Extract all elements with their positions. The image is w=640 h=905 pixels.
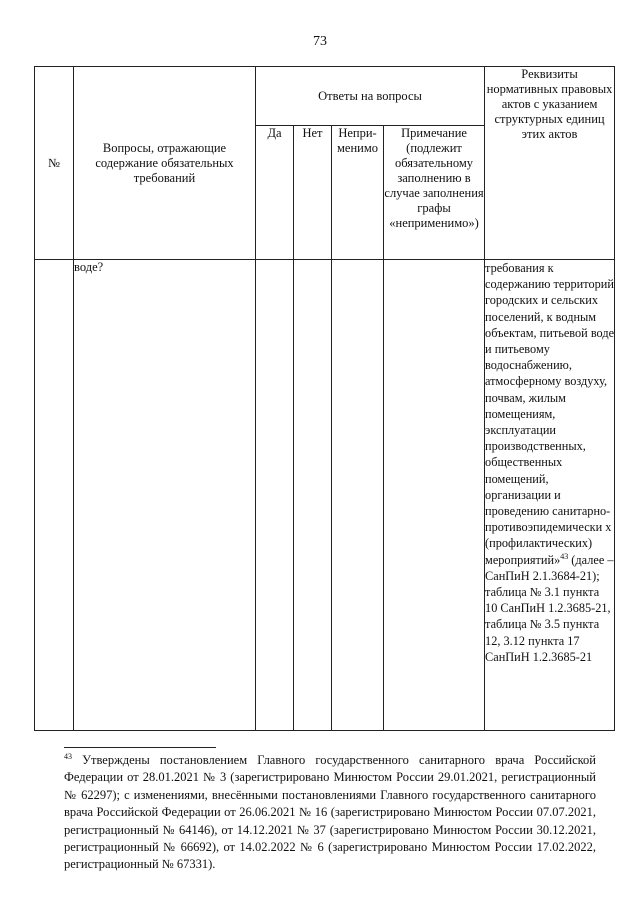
footnote — [64, 752, 596, 874]
cell-no[interactable] — [294, 260, 332, 731]
header-number: № — [35, 67, 74, 260]
cell-question: воде? — [74, 260, 256, 731]
header-yes: Да — [256, 126, 294, 260]
footnote-marker: 43 — [64, 751, 72, 761]
table-row — [35, 260, 615, 731]
header-row-top — [35, 67, 615, 126]
cell-requisites — [485, 260, 615, 731]
header-questions: Вопросы, отражающие содержание обязательных требований — [74, 67, 256, 260]
cell-number — [35, 260, 74, 731]
footnote-separator — [64, 747, 216, 748]
cell-note[interactable] — [384, 260, 485, 731]
requisites-text-after: (далее – СанПиН 2.1.3684-21); таблица № 3.1 пункта 10 СанПиН 1.2.3685-21, таблица № 3.5 пункта 12, 3.12 пункта 17 СанПиН 1.2.3685-21 — [485, 552, 614, 664]
header-requisites: Реквизиты нормативных правовых актов с указанием структурных единиц этих актов — [485, 67, 615, 260]
cell-yes[interactable] — [256, 260, 294, 731]
footnote-text: Утверждены постановлением Главного государственного санитарного врача Российской Федерации от 28.01.2021 № 3 (зарегистрировано Минюстом России 29.01.2021, регистрационный № 62297); с изменениями, внесёнными постановлениями Главного государственного санитарного врача Российской Федерации от 26.06.2021 № 16 (зарегистрировано Минюстом России 07.07.2021, регистрационный № 64146), от 14.12.2021 № 37 (зарегистрировано Минюстом России 30.12.2021, регистрационный № 66692), от 14.02.2022 № 6 (зарегистрировано Минюстом России 17.02.2022, регистрационный № 67331). — [64, 753, 596, 872]
requisites-text-before: требования к содержанию территорий городских и сельских поселений, к водным объектам, питьевой воде и питьевому водоснабжению, атмосферному воздуху, почвам, жилым помещениям, эксплуатации производственных, общественных помещений, организации и проведению санитарно-противоэпидемически х (профилактических) мероприятий» — [485, 261, 615, 567]
header-not-applicable: Непри-менимо — [332, 126, 384, 260]
footnote-ref: 43 — [560, 551, 569, 561]
checklist-table — [34, 66, 615, 731]
header-note: Примечание (подлежит обязательному заполнению в случае заполнения графы «неприменимо») — [384, 126, 485, 260]
page-number: 73 — [313, 34, 327, 49]
header-answers: Ответы на вопросы — [256, 67, 485, 126]
cell-not-applicable[interactable] — [332, 260, 384, 731]
header-no: Нет — [294, 126, 332, 260]
